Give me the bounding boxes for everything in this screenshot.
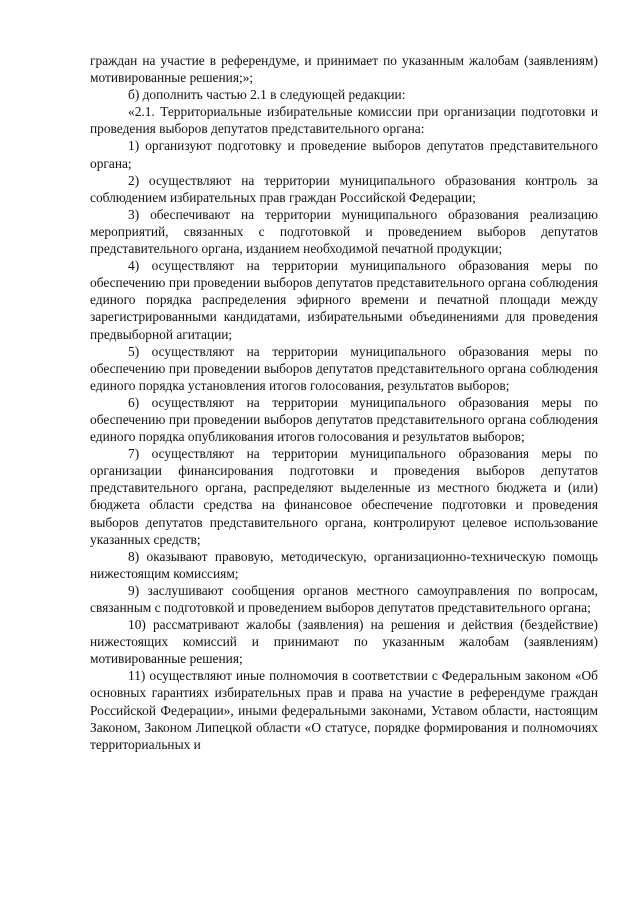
list-item-5: 5) осуществляют на территории муниципального образования меры по обеспечению при проведении выборов депутатов представительного органа соблюдения единого порядка установления итогов голосования, результатов выборов; [90, 343, 598, 393]
list-item-10: 10) рассматривают жалобы (заявления) на решения и действия (бездействие) нижестоящих комиссий и принимают по указанным жалобам (заявлениям) мотивированные решения; [90, 617, 598, 667]
list-item-4: 4) осуществляют на территории муниципального образования меры по обеспечению при проведении выборов депутатов представительного органа соблюдения единого порядка распределения эфирного времени и печатной площади между зарегистрированными кандидатами, избирательными объединениями для проведения предвыборной агитации; [90, 258, 598, 342]
list-item-1: 1) организуют подготовку и проведение выборов депутатов представительного органа; [90, 138, 598, 171]
list-item-8: 8) оказывают правовую, методическую, организационно-техническую помощь нижестоящим комиссиям; [90, 548, 598, 581]
paragraph-part-2-1: «2.1. Территориальные избирательные комиссии при организации подготовки и проведения выборов депутатов представительного органа: [90, 104, 598, 137]
list-item-11: 11) осуществляют иные полномочия в соответствии с Федеральным законом «Об основных гарантиях избирательных прав и права на участие в референдуме граждан Российской Федерации», иными федеральными законами, Уставом области, настоящим Законом, Законом Липецкой области «О статусе, порядке формирования и полномочиях территориальных и [90, 668, 598, 752]
list-item-2: 2) осуществляют на территории муниципального образования контроль за соблюдением избирательных прав граждан Российской Федерации; [90, 172, 598, 205]
list-item-3: 3) обеспечивают на территории муниципального образования реализацию мероприятий, связанных с подготовкой и проведением выборов депутатов представительного органа, изданием необходимой печатной продукции; [90, 206, 598, 257]
list-item-9: 9) заслушивают сообщения органов местного самоуправления по вопросам, связанным с подготовкой и проведением выборов депутатов представительного органа; [90, 582, 598, 615]
document-page [90, 52, 598, 753]
paragraph-continuation: граждан на участие в референдуме, и принимает по указанным жалобам (заявлениям) мотивированные решения;»; [90, 53, 598, 86]
paragraph-amendment-b: б) дополнить частью 2.1 в следующей редакции: [128, 87, 406, 103]
list-item-6: 6) осуществляют на территории муниципального образования меры по обеспечению при проведении выборов депутатов представительного органа соблюдения единого порядка опубликования итогов голосования и результатов выборов; [90, 394, 598, 445]
list-item-7: 7) осуществляют на территории муниципального образования меры по организации финансирования подготовки и проведения выборов депутатов представительного органа, распределяют выделенные из местного бюджета и (или) бюджета области средства на финансовое обеспечение подготовки и проведения выборов депутатов представительного органа, контролируют целевое использование указанных средств; [90, 446, 598, 547]
